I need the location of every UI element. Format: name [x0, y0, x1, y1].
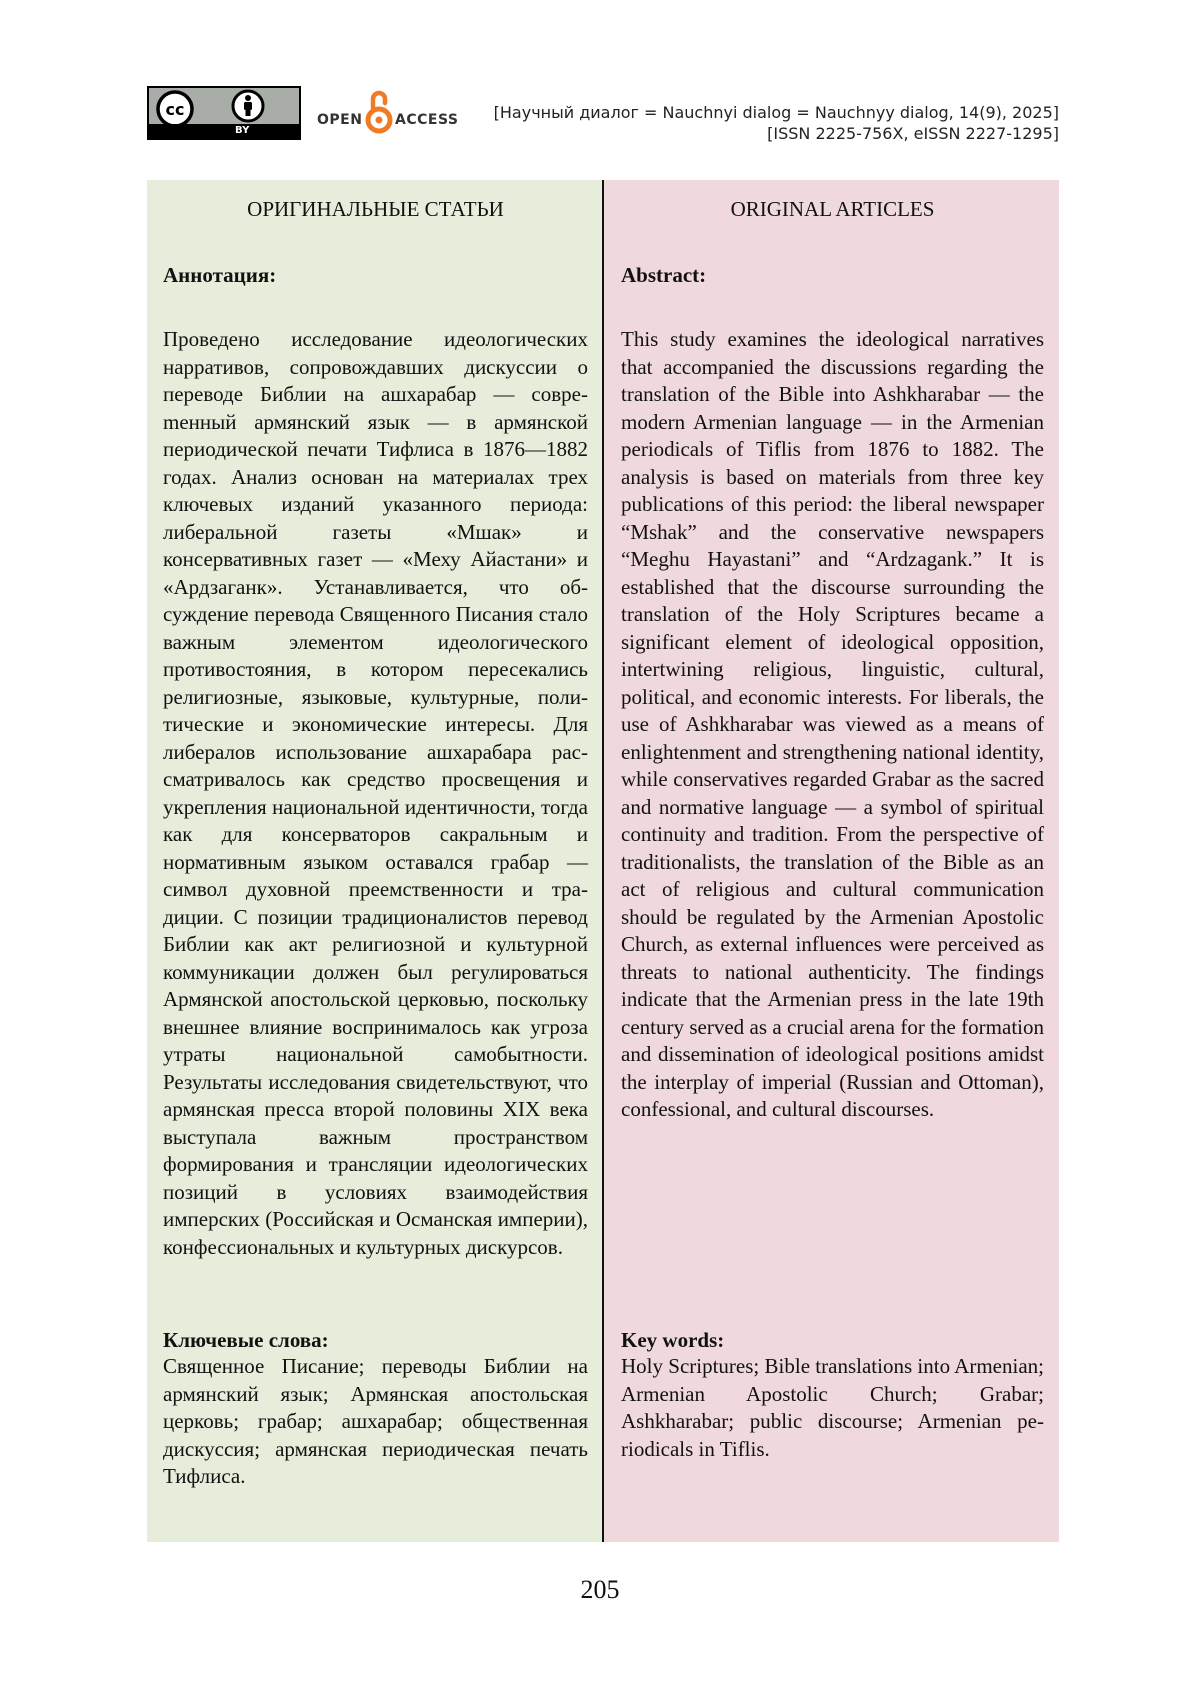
abstract-text-en: This study examines the ideological narratives that accompanied the discussions regarding the translation of the Bible into Ashkharabar — the modern Armenian language — in the Armenian periodicals of Tiflis from 1876 to 1882. The analysis is based on materials from three key publications of this period: the liberal newspaper “Mshak” and the conservative newspapers “Meghu Hayastani” and “Ardzagank.” It is established that the discourse surrounding the translation of the Holy Scriptures became a significant element of ideological opposition, intertwining religious, linguistic, cultural, political, and economic interests. For liberals, the use of Ashkharabar was viewed as a means of enlightenment and strengthening national identity, while conservatives regarded Grabar as the sacred and normative language — a symbol of spiritual continuity and tradition. From the perspective of traditionalists, the translation of the Bible as an act of religious and cultural communication should be regulated by the Armenian Apostolic Church, as external influences were perceived as threats to national authenticity. The findings indicate that the Armenian press in the late 19th century served as a crucial arena for the formation and dissemination of ideological positions amidst the interplay of imperial (Russian and Ottoman), confessional, and cultural discourses. [621, 327, 1044, 1121]
open-access-lock-icon [364, 88, 394, 136]
abstract-label-ru: Аннотация: [163, 263, 277, 287]
license-badge-bar [149, 124, 299, 138]
attribution-person-icon [231, 89, 265, 123]
page-number: 205 [580, 1575, 620, 1604]
keywords-text-en: Holy Scriptures; Bible translations into Armenian; Armenian Apostolic Church; Grabar; Ashkharabar; public discourse; Armenian periodicals in Tiflis. [621, 1354, 1044, 1461]
journal-citation [494, 102, 1059, 144]
section-title-en: ORIGINAL ARTICLES [730, 197, 935, 221]
cc-icon [155, 89, 195, 129]
open-access-logo [317, 88, 467, 138]
english-column [602, 180, 1059, 1542]
open-access-word-access: ACCESS [395, 112, 459, 128]
abstract-text-ru: Проведено исследование идеологических нарративов, сопровождавших дискуссии о переводе Библии на ашхарабар — совреmенный армянский язык — в армянской периодической печати Тифлиса в 1876—1882 годах. Анализ основан на материалах трех ключевых изданий указанного периода: либеральной газеты «Мшак» и консервативных газет — «Меху Айастани» и «Ардзаганк». Устанавливается, что обсуждение перевода Священного Писания стало важным элементом идеологического противостояния, в котором пересекались религиозные, языковые, культурные, политические и экономические интересы. Для либералов использование ашхарабара рассматривалось как средство просвещения и укрепления национальной идентичности, тогда как для консерваторов сакральным и нормативным языком оставался грабар — символ духовной преемственности и традиции. С позиции традиционалистов перевод Библии как акт религиозной и культурной коммуникации должен был регулироваться Армянской апостольской церковью, поскольку внешнее влияние воспринималось как угроза утраты национальной самобытности. Результаты исследования свидетельствуют, что армянская пресса второй половины XIX века выступала важным пространством формирования и трансляции идеологических позиций в условиях взаимодействия имперских (Российская и Османская империи), конфессиональных и культурных дискурсов. [163, 327, 588, 1259]
keywords-text-ru: Священное Писание; переводы Библии на армянский язык; Армянская апостольская церковь; грабар; ашхарабар; общественная дискуссия; армянская периодическая печать Тифлиса. [163, 1354, 588, 1488]
section-title-ru: ОРИГИНАЛЬНЫЕ СТАТЬИ [247, 197, 504, 221]
abstract-label-en: Abstract: [621, 263, 707, 287]
page-header [147, 86, 1059, 146]
cc-by-license-badge[interactable] [147, 86, 301, 140]
license-by-label: BY [235, 125, 250, 136]
keywords-block-en [621, 1327, 1044, 1463]
svg-text:cc: cc [165, 100, 185, 119]
citation-line-journal: [Научный диалог = Nauchnyi dialog = Nauchnyy dialog, 14(9), 2025] [493, 103, 1059, 122]
russian-column [147, 180, 602, 1542]
open-access-word-open: OPEN [317, 112, 363, 128]
keywords-block-ru [163, 1327, 588, 1491]
citation-line-issn: [ISSN 2225-756X, eISSN 2227-1295] [767, 124, 1059, 143]
keywords-label-ru: Ключевые слова: [163, 1328, 329, 1352]
keywords-label-en: Key words: [621, 1328, 725, 1352]
